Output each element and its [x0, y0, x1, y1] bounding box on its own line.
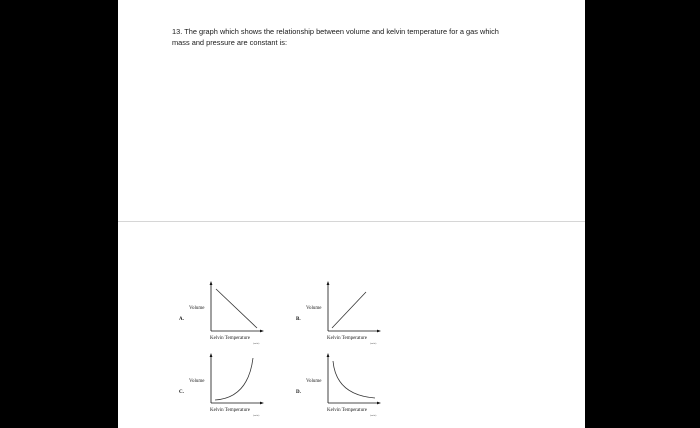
x-axis-arrow [260, 330, 264, 333]
option-a-units: (units) [253, 342, 260, 345]
y-axis-arrow [210, 281, 213, 285]
question-line-2: mass and pressure are constant is: [172, 38, 288, 47]
option-a-graph [206, 281, 264, 334]
x-axis-arrow [260, 402, 264, 405]
option-b-graph [323, 281, 381, 334]
option-c-ylabel: Volume [189, 379, 205, 384]
option-d-ylabel: Volume [306, 379, 322, 384]
worksheet-page [118, 0, 585, 428]
option-b-units: (units) [370, 342, 377, 345]
option-d-graph [323, 353, 381, 406]
y-axis-arrow [210, 353, 213, 357]
option-a-xlabel: Kelvin Temperature [210, 336, 250, 341]
option-b-letter: B. [296, 317, 301, 322]
option-d-xlabel: Kelvin Temperature [327, 408, 367, 413]
volume-curve [333, 361, 375, 398]
option-a-ylabel: Volume [189, 306, 205, 311]
volume-curve [216, 289, 257, 328]
x-axis-arrow [377, 330, 381, 333]
option-b-ylabel: Volume [306, 306, 322, 311]
volume-curve [332, 292, 366, 328]
option-c-letter: C. [179, 390, 184, 395]
question-line-1: 13. The graph which shows the relationship between volume and kelvin temperature for a gas which [172, 27, 499, 36]
option-d-units: (units) [370, 414, 377, 417]
question-text [172, 26, 572, 48]
page-divider [118, 221, 585, 222]
option-c-graph [206, 353, 264, 406]
y-axis-arrow [327, 281, 330, 285]
option-c-xlabel: Kelvin Temperature [210, 408, 250, 413]
x-axis-arrow [377, 402, 381, 405]
option-a-letter: A. [179, 317, 184, 322]
option-d-letter: D. [296, 390, 301, 395]
option-c-units: (units) [253, 414, 260, 417]
volume-curve [215, 358, 253, 400]
option-b-xlabel: Kelvin Temperature [327, 336, 367, 341]
y-axis-arrow [327, 353, 330, 357]
